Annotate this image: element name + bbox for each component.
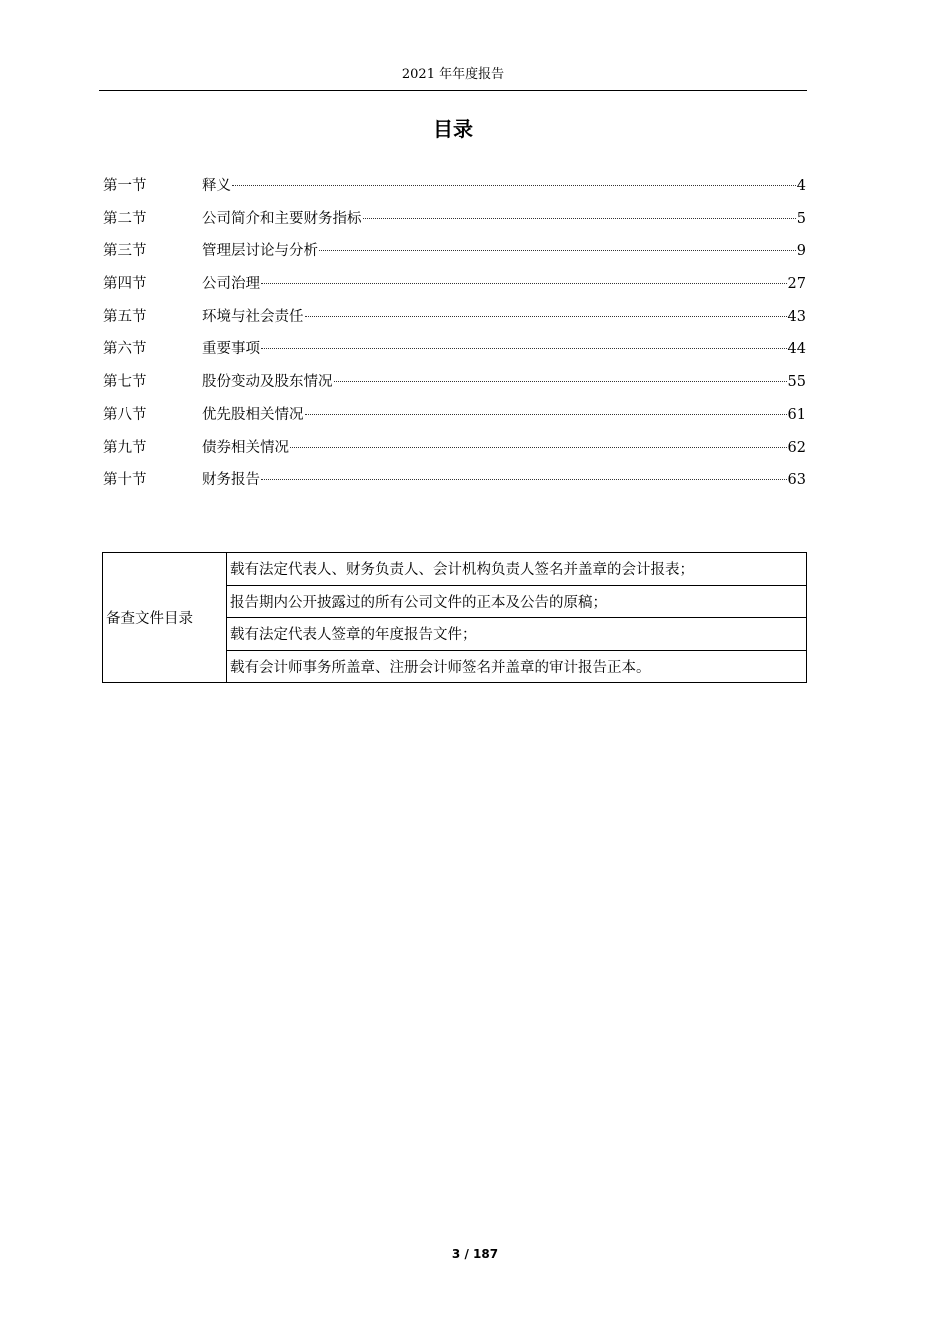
toc-section-title: 债券相关情况 [202, 439, 289, 456]
toc-page-number: 9 [796, 243, 806, 260]
toc-page-number: 55 [787, 374, 806, 391]
toc-page-number: 5 [796, 210, 806, 227]
toc-section-title: 财务报告 [202, 472, 260, 489]
toc-section-number: 第七节 [103, 374, 147, 391]
toc-item[interactable] [103, 235, 806, 268]
toc-section-number: 第一节 [103, 178, 147, 194]
toc-dot-leader [261, 348, 787, 349]
reference-document-item: 载有法定代表人签章的年度报告文件； [227, 618, 807, 651]
toc-item[interactable] [103, 399, 806, 432]
toc-section-number: 第十节 [103, 472, 147, 489]
toc-item[interactable] [103, 268, 806, 301]
toc-section-title: 重要事项 [202, 341, 260, 358]
toc-item[interactable] [103, 170, 806, 203]
toc-page-number: 62 [787, 439, 806, 456]
reference-document-item: 载有法定代表人、财务负责人、会计机构负责人签名并盖章的会计报表； [227, 553, 807, 586]
page-header [99, 64, 807, 91]
toc-section-number: 第二节 [103, 210, 147, 227]
toc-section-title: 公司简介和主要财务指标 [202, 210, 362, 227]
reference-documents-label: 备查文件目录 [103, 553, 227, 683]
toc-section-number: 第三节 [103, 243, 147, 260]
reference-document-item: 载有会计师事务所盖章、注册会计师签名并盖章的审计报告正本。 [227, 650, 807, 683]
toc-section-title: 释义 [202, 178, 231, 194]
toc-dot-leader [232, 185, 796, 186]
toc-section-number: 第八节 [103, 406, 147, 423]
toc-section-number: 第五节 [103, 308, 147, 325]
toc-dot-leader [334, 381, 787, 382]
toc-section-title: 公司治理 [202, 276, 260, 293]
toc-page-number: 61 [787, 406, 806, 423]
toc-item[interactable] [103, 366, 806, 399]
toc-page-number: 27 [787, 276, 806, 293]
toc-page-number: 4 [796, 178, 806, 194]
toc-item[interactable] [103, 333, 806, 366]
table-of-contents [103, 170, 806, 497]
toc-item[interactable] [103, 203, 806, 236]
page-title: 目录 [433, 117, 473, 141]
toc-item[interactable] [103, 301, 806, 334]
page-number: 3 / 187 [451, 1247, 499, 1261]
toc-dot-leader [261, 479, 787, 480]
toc-dot-leader [363, 218, 796, 219]
reference-document-item: 报告期内公开披露过的所有公司文件的正本及公告的原稿； [227, 585, 807, 618]
toc-item[interactable] [103, 464, 806, 497]
toc-section-title: 优先股相关情况 [202, 406, 304, 423]
toc-dot-leader [319, 250, 796, 251]
toc-section-number: 第九节 [103, 439, 147, 456]
page-footer [0, 1247, 950, 1261]
header-text: 2021 年年度报告 [401, 67, 505, 82]
toc-section-number: 第四节 [103, 276, 147, 293]
toc-section-number: 第六节 [103, 341, 147, 358]
table-row [103, 553, 807, 586]
reference-documents-table [102, 552, 807, 683]
toc-dot-leader [305, 316, 787, 317]
toc-dot-leader [290, 447, 787, 448]
toc-dot-leader [305, 414, 787, 415]
toc-page-number: 43 [787, 308, 806, 325]
toc-section-title: 管理层讨论与分析 [202, 243, 318, 260]
toc-dot-leader [261, 283, 787, 284]
toc-page-number: 44 [787, 341, 806, 358]
toc-section-title: 股份变动及股东情况 [202, 374, 333, 391]
toc-item[interactable] [103, 432, 806, 465]
toc-page-number: 63 [787, 472, 806, 489]
toc-section-title: 环境与社会责任 [202, 308, 304, 325]
